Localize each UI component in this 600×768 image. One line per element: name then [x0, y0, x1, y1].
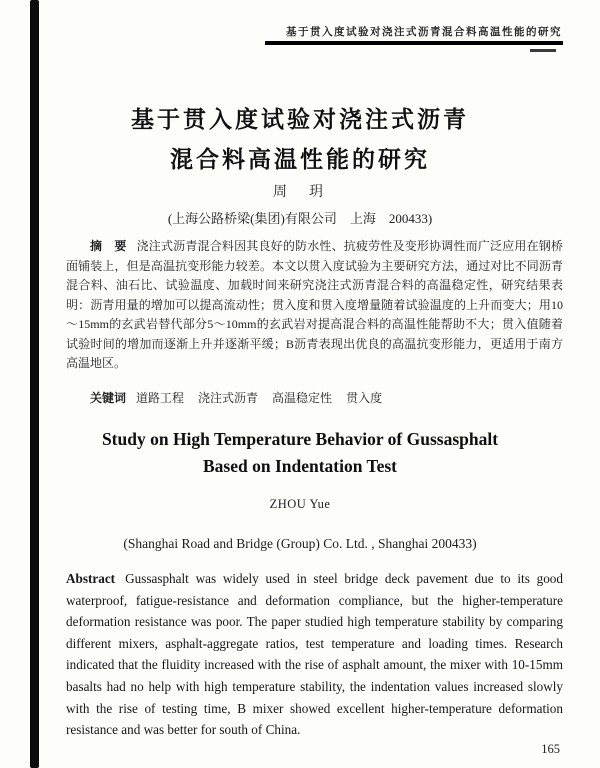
chinese-abstract-label: 摘 要 [90, 239, 127, 253]
english-affiliation: (Shanghai Road and Bridge (Group) Co. Ltd. , Shanghai 200433) [123, 536, 477, 551]
english-title-line1: Study on High Temperature Behavior of Gussasphalt [101, 429, 499, 449]
keyword-item: 高温稳定性 [272, 391, 333, 405]
chinese-affiliation: (上海公路桥梁(集团)有限公司 上海 200433) [167, 211, 433, 226]
chinese-abstract [66, 237, 563, 374]
chinese-title-line2: 混合料高温性能的研究 [170, 147, 430, 172]
chinese-keywords [66, 389, 563, 406]
english-abstract-text: Gussasphalt was widely used in steel bridge deck pavement due to its good waterproof, fatigue-resistance and deformation compliance, but the higher-temperature deformation resistance was poor. The paper studied high temperature stability by comparing different mixers, asphalt-aggregate ratios, test temperature and loading times. Research indicated that the fluidity increased with the rise of asphalt amount, the mixer with 10-15mm basalts had no help with high temperature stability, the indentation values increased slowly with the rise of testing time, B mixer showed excellent higher-temperature deformation resistance and was better for south of China. [66, 571, 563, 738]
keyword-item: 贯入度 [346, 391, 383, 405]
running-header: 基于贯入度试验对浇注式沥青混合料高温性能的研究 [286, 27, 562, 38]
english-abstract [66, 568, 563, 741]
chinese-author: 周 玥 [273, 185, 327, 200]
page-number: 165 [541, 742, 560, 756]
chinese-abstract-text: 浇注式沥青混合料因其良好的防水性、抗疲劳性及变形协调性而广泛应用在钢桥面铺装上，但是高温抗变形能力较差。本文以贯入度试验为主要研究方法，通过对比不同沥青混合料、油石比、试验温度、加载时间来研究浇注式沥青混合料的高温稳定性，研究结果表明：沥青用量的增加可以提高流动性；贯入度和贯入度增量随着试验温度的上升而变大；用10～15mm的玄武岩替代部分5～10mm的玄武岩对提高混合料的高温性能帮助不大；贯入值随着试验时间的增加而逐渐上升并逐渐平缓；B沥青表现出优良的高温抗变形能力，更适用于南方高温地区。 [66, 239, 563, 370]
english-abstract-label: Abstract [66, 571, 116, 586]
chinese-title-line1: 基于贯入度试验对浇注式沥青 [131, 107, 469, 132]
header-rule [265, 41, 563, 45]
english-author: ZHOU Yue [269, 497, 331, 511]
header-mark [530, 49, 556, 52]
chinese-title [0, 100, 600, 180]
keyword-item: 浇注式沥青 [198, 391, 259, 405]
keyword-item: 道路工程 [136, 391, 185, 405]
english-title-line2: Based on Indentation Test [202, 456, 398, 476]
chinese-keywords-label: 关键词 [90, 391, 127, 405]
english-title [0, 426, 600, 480]
